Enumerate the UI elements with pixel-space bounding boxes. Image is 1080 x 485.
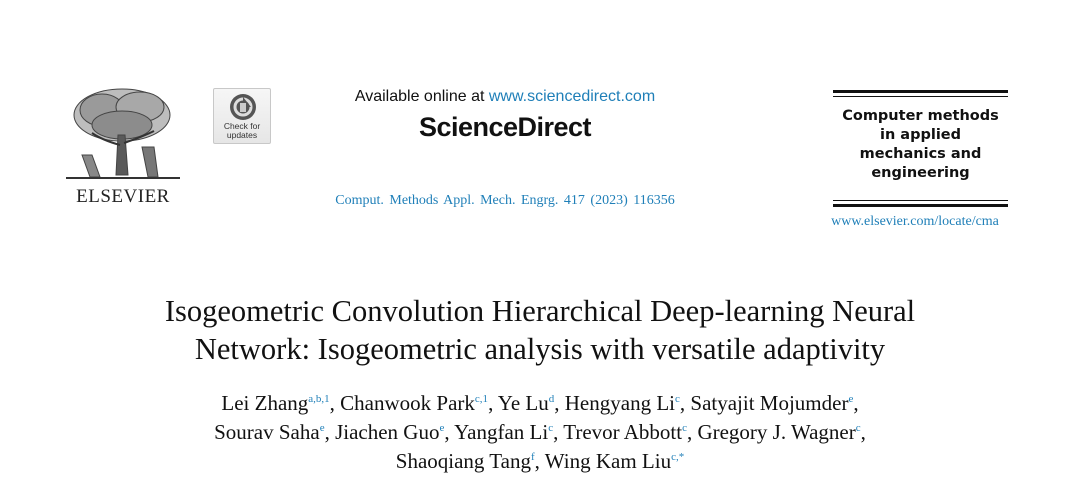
author-affiliation-marker[interactable]: e xyxy=(439,422,445,434)
author-name: Gregory J. Wagner xyxy=(697,420,856,444)
author-affiliation-marker[interactable]: c,* xyxy=(671,451,685,463)
author-affiliation-marker[interactable]: c xyxy=(548,422,554,434)
sciencedirect-logo: ScienceDirect xyxy=(418,112,592,142)
journal-url-link[interactable]: www.elsevier.com/locate/cma xyxy=(831,214,999,229)
journal-rule-top-thin xyxy=(833,96,1008,97)
author-separator: , xyxy=(679,391,691,415)
author-separator: , xyxy=(444,420,455,444)
author-separator: , xyxy=(554,391,565,415)
author-name: Wing Kam Liu xyxy=(544,449,672,473)
paper-title xyxy=(40,292,1040,368)
paper-title-line-2: Network: Isogeometric analysis with versatile adaptivity xyxy=(194,332,886,366)
author-affiliation-marker[interactable]: e xyxy=(319,422,325,434)
author-line xyxy=(40,418,1040,447)
journal-rule-bottom xyxy=(833,204,1008,207)
check-updates-label: Check for updates xyxy=(223,121,261,140)
author-name: Hengyang Li xyxy=(564,391,675,415)
author-name: Chanwook Park xyxy=(340,391,475,415)
author-separator: , xyxy=(553,420,564,444)
journal-citation-link[interactable]: Comput. Methods Appl. Mech. Engrg. 417 (2023) 116356 xyxy=(335,193,675,208)
available-online xyxy=(305,88,705,106)
author-line xyxy=(40,389,1040,418)
check-updates-icon xyxy=(229,93,257,121)
author-list xyxy=(40,389,1040,476)
author-affiliation-marker[interactable]: d xyxy=(548,393,555,405)
journal-rule-top xyxy=(833,90,1008,93)
author-separator: , xyxy=(329,391,341,415)
journal-cover-block xyxy=(833,90,1008,208)
author-name: Ye Lu xyxy=(497,391,549,415)
author-name: Satyajit Mojumder xyxy=(690,391,849,415)
author-name: Shaoqiang Tang xyxy=(395,449,531,473)
available-prefix: Available online at xyxy=(354,88,485,105)
author-separator: , xyxy=(860,420,866,444)
journal-title: Computer methods in applied mechanics and engineering xyxy=(842,108,999,181)
author-affiliation-marker[interactable]: a,b,1 xyxy=(308,393,330,405)
journal-rule-bottom-thin xyxy=(833,200,1008,201)
author-affiliation-marker[interactable]: c xyxy=(682,422,687,434)
check-for-updates-badge[interactable] xyxy=(213,88,271,144)
paper-title-line-1: Isogeometric Convolution Hierarchical Deep-learning Neural xyxy=(164,294,916,328)
author-affiliation-marker[interactable]: f xyxy=(530,451,535,463)
author-name: Trevor Abbott xyxy=(563,420,683,444)
author-name: Lei Zhang xyxy=(221,391,309,415)
sciencedirect-link[interactable]: www.sciencedirect.com xyxy=(488,88,656,105)
author-name: Jiachen Guo xyxy=(335,420,440,444)
author-affiliation-marker[interactable]: c,1 xyxy=(474,393,489,405)
author-separator: , xyxy=(324,420,336,444)
author-separator: , xyxy=(534,449,545,473)
author-separator: , xyxy=(488,391,498,415)
author-affiliation-marker[interactable]: c xyxy=(855,422,861,434)
author-line xyxy=(40,447,1040,476)
author-name: Sourav Saha xyxy=(214,420,320,444)
author-affiliation-marker[interactable]: e xyxy=(848,393,854,405)
elsevier-wordmark: ELSEVIER xyxy=(76,186,170,207)
author-affiliation-marker[interactable]: c xyxy=(675,393,680,405)
author-separator: , xyxy=(686,420,698,444)
author-name: Yangfan Li xyxy=(454,420,549,444)
author-separator: , xyxy=(853,391,859,415)
